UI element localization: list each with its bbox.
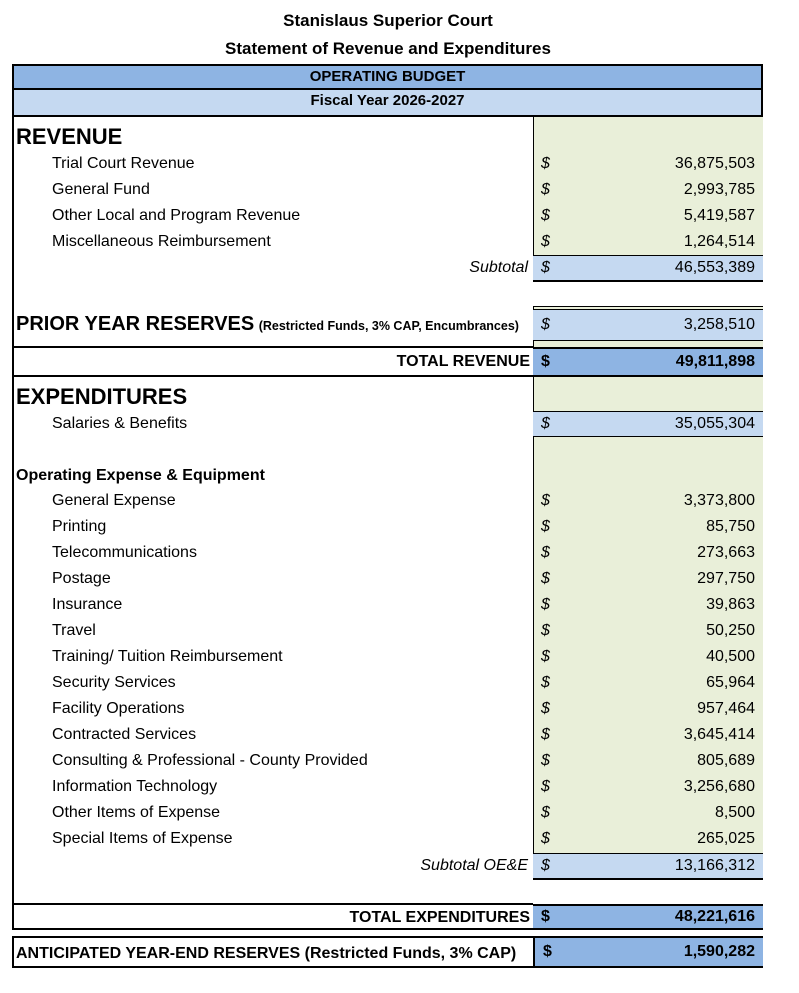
prior-year-amount (533, 309, 763, 341)
revenue-item-label: Miscellaneous Reimbursement (52, 233, 271, 250)
oee-item-label: Training/ Tuition Reimbursement (52, 648, 283, 665)
oee-heading: Operating Expense & Equipment (16, 467, 265, 484)
reserves-label: ANTICIPATED YEAR-END RESERVES (Restricted Funds, 3% CAP) (16, 945, 517, 962)
amount-value: 13,166,312 (674, 857, 755, 874)
amount-value: 48,221,616 (674, 908, 755, 925)
amount-value: 3,373,800 (683, 492, 755, 509)
salaries-amount (533, 411, 763, 437)
amount-value: 46,553,389 (674, 259, 755, 276)
dollar-sign: $ (541, 570, 550, 587)
amount-value: 39,863 (706, 596, 755, 613)
dollar-sign: $ (541, 492, 550, 509)
dollar-sign: $ (541, 700, 550, 717)
dollar-sign: $ (541, 155, 550, 172)
amount-value: 297,750 (697, 570, 755, 587)
oee-item-amount (533, 593, 763, 619)
dollar-sign: $ (541, 648, 550, 665)
report-subtitle: Statement of Revenue and Expenditures (225, 39, 551, 58)
oee-item-label: Insurance (52, 596, 123, 613)
total-revenue-amount (533, 347, 763, 375)
oee-item-amount (533, 671, 763, 697)
revenue-item-label: General Fund (52, 181, 150, 198)
dollar-sign: $ (541, 674, 550, 691)
revenue-item-label: Other Local and Program Revenue (52, 207, 301, 224)
amount-value: 1,264,514 (683, 233, 755, 250)
dollar-sign: $ (541, 233, 550, 250)
oee-subtotal-label: Subtotal OE&E (420, 857, 528, 874)
prior-year-note: (Restricted Funds, 3% CAP, Encumbrances) (258, 319, 519, 333)
salaries-label: Salaries & Benefits (52, 415, 188, 432)
revenue-heading: REVENUE (16, 124, 123, 149)
dollar-sign: $ (541, 908, 550, 925)
total-expenditures-amount (533, 904, 763, 928)
dollar-sign: $ (541, 207, 550, 224)
oee-item-label: Consulting & Professional - County Provided (52, 752, 368, 769)
amount-value: 957,464 (697, 700, 755, 717)
dollar-sign: $ (541, 353, 550, 370)
dollar-sign: $ (541, 857, 550, 874)
oee-item-label: Facility Operations (52, 700, 185, 717)
oee-item-label: Other Items of Expense (52, 804, 221, 821)
operating-budget-band: OPERATING BUDGET (12, 64, 763, 90)
oee-item-amount (533, 489, 763, 515)
amount-value: 3,256,680 (683, 778, 755, 795)
dollar-sign: $ (541, 804, 550, 821)
amount-value: 8,500 (714, 804, 755, 821)
oee-item-label: Telecommunications (52, 544, 197, 561)
oee-item-label: Security Services (52, 674, 176, 691)
dollar-sign: $ (541, 415, 550, 432)
amount-value: 805,689 (697, 752, 755, 769)
dollar-sign: $ (541, 778, 550, 795)
dollar-sign: $ (541, 518, 550, 535)
oee-subtotal-amount (533, 853, 763, 879)
oee-item-amount (533, 541, 763, 567)
oee-item-label: Contracted Services (52, 726, 197, 743)
prior-year-reserves-label (16, 313, 519, 336)
dollar-sign: $ (541, 830, 550, 847)
total-revenue-label: TOTAL REVENUE (396, 353, 530, 370)
amount-value: 3,258,510 (683, 316, 755, 333)
revenue-item-amount (533, 230, 763, 256)
revenue-item-amount (533, 178, 763, 204)
fiscal-year-band: Fiscal Year 2026-2027 (12, 90, 763, 117)
oee-item-label: Special Items of Expense (52, 830, 233, 847)
revenue-item-amount (533, 204, 763, 230)
amount-value: 35,055,304 (674, 415, 755, 432)
oee-item-amount (533, 567, 763, 593)
oee-item-amount (533, 723, 763, 749)
dollar-sign: $ (541, 726, 550, 743)
oee-item-amount (533, 749, 763, 775)
blank-cell (533, 879, 763, 905)
revenue-item-label: Trial Court Revenue (52, 155, 195, 172)
reserves-amount (533, 938, 763, 966)
amount-value: 2,993,785 (683, 181, 755, 198)
amount-value: 1,590,282 (683, 943, 755, 960)
revenue-item-amount (533, 152, 763, 178)
amount-value: 40,500 (706, 648, 755, 665)
amount-value: 49,811,898 (675, 353, 755, 370)
amount-value: 5,419,587 (683, 207, 755, 224)
dollar-sign: $ (541, 181, 550, 198)
revenue-subtotal-amount (533, 255, 763, 281)
oee-item-amount (533, 697, 763, 723)
oee-item-label: Printing (52, 518, 107, 535)
oee-item-amount (533, 801, 763, 827)
revenue-subtotal-label: Subtotal (469, 259, 528, 276)
oee-item-amount (533, 515, 763, 541)
oee-item-label: Travel (52, 622, 96, 639)
expenditures-heading: EXPENDITURES (16, 384, 188, 409)
blank-cell (533, 281, 763, 307)
dollar-sign: $ (541, 316, 550, 333)
oee-item-amount (533, 645, 763, 671)
dollar-sign: $ (541, 544, 550, 561)
oee-item-label: Information Technology (52, 778, 218, 795)
dollar-sign: $ (541, 596, 550, 613)
dollar-sign: $ (541, 752, 550, 769)
dollar-sign: $ (541, 622, 550, 639)
amount-value: 3,645,414 (683, 726, 755, 743)
amount-value: 85,750 (706, 518, 755, 535)
total-expenditures-label: TOTAL EXPENDITURES (349, 909, 530, 926)
oee-item-label: General Expense (52, 492, 176, 509)
report-title: Stanislaus Superior Court (283, 11, 493, 30)
amount-value: 273,663 (697, 544, 755, 561)
dollar-sign: $ (543, 943, 552, 960)
oee-item-amount (533, 619, 763, 645)
oee-item-amount (533, 827, 763, 853)
amount-value: 50,250 (706, 622, 755, 639)
oee-item-amount (533, 775, 763, 801)
dollar-sign: $ (541, 259, 550, 276)
amount-value: 65,964 (706, 674, 755, 691)
amount-value: 36,875,503 (674, 155, 755, 172)
oee-item-label: Postage (52, 570, 111, 587)
amount-value: 265,025 (697, 830, 755, 847)
prior-year-heading: PRIOR YEAR RESERVES (16, 313, 255, 335)
